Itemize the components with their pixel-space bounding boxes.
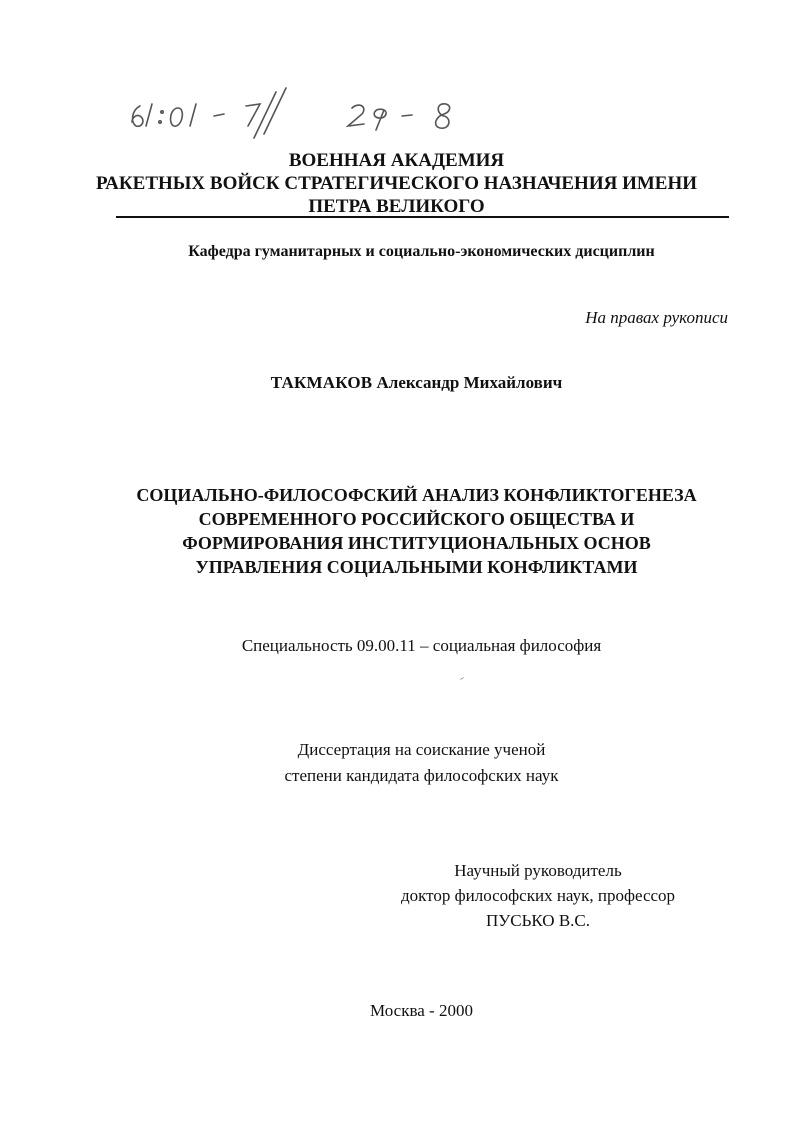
- supervisor-name: ПУСЬКО В.С.: [485, 911, 591, 930]
- author-surname: ТАКМАКОВ: [270, 373, 373, 392]
- supervisor-label: Научный руководитель: [454, 861, 622, 880]
- dissertation-title: [0, 483, 793, 579]
- header-divider: [116, 216, 729, 218]
- specialty: Специальность 09.00.11 – социальная философия: [241, 636, 602, 655]
- academy-name: [0, 149, 793, 218]
- academy-line-1: ВОЕННАЯ АКАДЕМИЯ: [288, 150, 505, 171]
- title-line-3: ФОРМИРОВАНИЯ ИНСТИТУЦИОНАЛЬНЫХ ОСНОВ: [182, 533, 651, 553]
- handwritten-code-image: [118, 84, 478, 140]
- degree-line-2: степени кандидата философских наук: [284, 766, 559, 785]
- author-name: [0, 373, 793, 393]
- scan-speck: [460, 677, 464, 680]
- title-line-4: УПРАВЛЕНИЯ СОЦИАЛЬНЫМИ КОНФЛИКТАМИ: [195, 557, 638, 577]
- supervisor-block: [378, 858, 698, 933]
- degree-line-1: Диссертация на соискание ученой: [297, 740, 546, 759]
- supervisor-degree: доктор философских наук, профессор: [400, 886, 676, 905]
- author-given-name: Александр Михайлович: [376, 373, 563, 392]
- department-name: Кафедра гуманитарных и социально-экономических дисциплин: [188, 243, 655, 260]
- city-year: Москва - 2000: [370, 1001, 473, 1020]
- handwritten-archive-code: [118, 84, 478, 140]
- rights-note: На правах рукописи: [585, 308, 728, 327]
- title-line-2: СОВРЕМЕННОГО РОССИЙСКОГО ОБЩЕСТВА И: [198, 509, 635, 529]
- degree-statement: [0, 737, 793, 789]
- academy-line-2: РАКЕТНЫХ ВОЙСК СТРАТЕГИЧЕСКОГО НАЗНАЧЕНИЯ ИМЕНИ: [95, 173, 698, 194]
- academy-line-3: ПЕТРА ВЕЛИКОГО: [308, 196, 485, 217]
- title-line-1: СОЦИАЛЬНО-ФИЛОСОФСКИЙ АНАЛИЗ КОНФЛИКТОГЕНЕЗА: [136, 485, 697, 505]
